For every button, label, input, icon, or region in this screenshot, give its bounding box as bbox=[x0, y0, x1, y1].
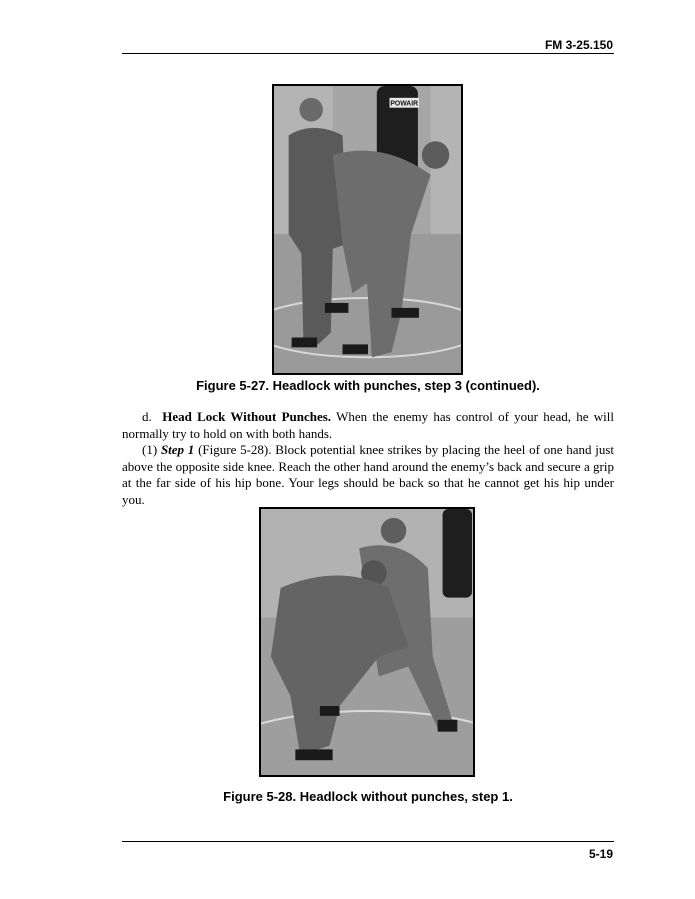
header-rule bbox=[122, 53, 614, 54]
figure-5-28-caption: Figure 5-28. Headlock without punches, step 1. bbox=[223, 789, 513, 804]
paragraph-step-1: (1) Step 1 (Figure 5-28). Block potential knee strikes by placing the heel of one hand just above the opposite side knee. Reach the other hand around the enemy’s back and secure a grip at the far side of his hip bone. Your legs should be back so that he cannot get his hip under you. bbox=[122, 442, 615, 507]
figure-5-27-caption: Figure 5-27. Headlock with punches, step 3 (continued). bbox=[196, 378, 540, 393]
footer-rule bbox=[122, 841, 614, 842]
page-number: 5-19 bbox=[588, 847, 613, 861]
figure-5-28-photo bbox=[259, 507, 475, 777]
heavy-bag bbox=[443, 509, 472, 598]
body-text bbox=[122, 409, 614, 508]
figure-5-27-photo bbox=[272, 84, 463, 375]
paragraph-d: d. Head Lock Without Punches. When the enemy has control of your head, he will normally try to hold on with both hands. bbox=[122, 409, 615, 441]
svg-text:POWAIR: POWAIR bbox=[390, 100, 419, 108]
document-code: FM 3-25.150 bbox=[544, 38, 613, 52]
